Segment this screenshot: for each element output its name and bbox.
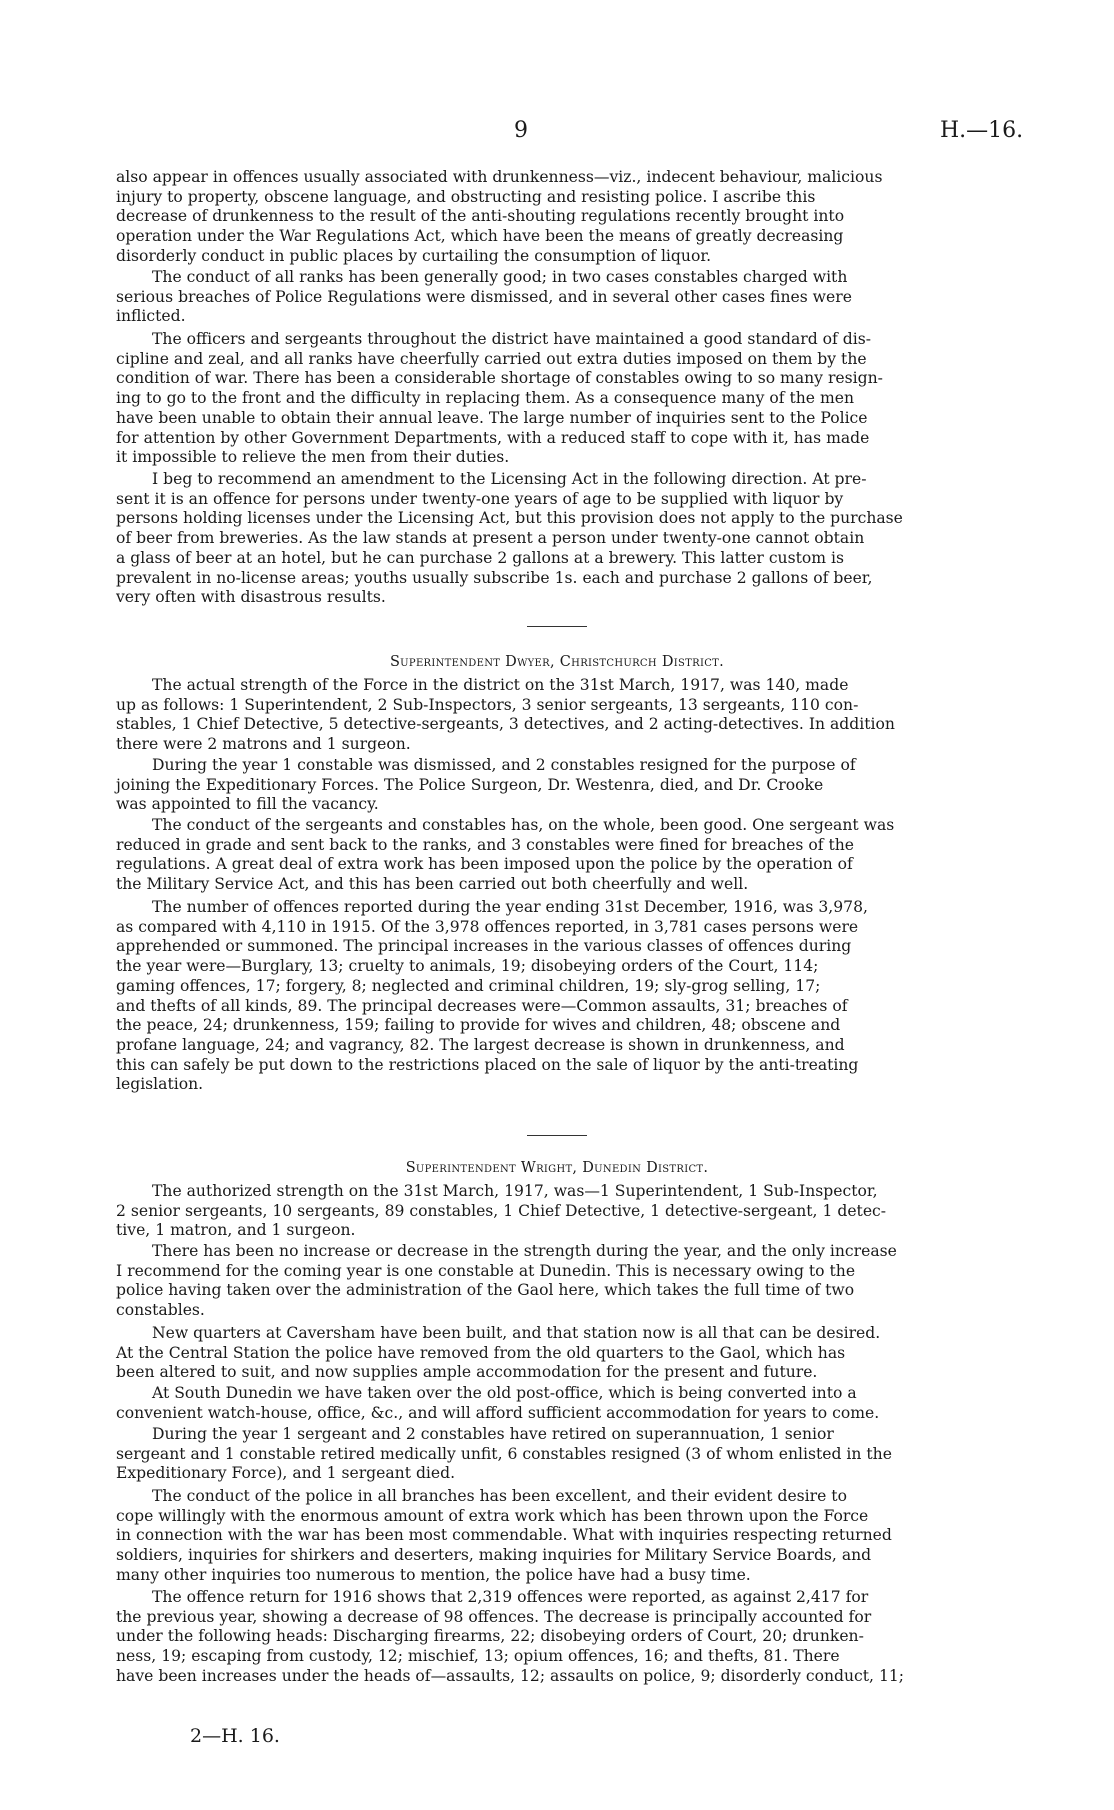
text-line: During the year 1 sergeant and 2 constables have retired on superannuation, 1 senior (152, 1425, 834, 1443)
text-line: and thefts of all kinds, 89. The principal decreases were—Common assaults, 31; breaches of (116, 996, 848, 1015)
text-line: stables, 1 Chief Detective, 5 detective-sergeants, 3 detectives, and 2 acting-detectives. In addition (116, 715, 895, 734)
text-line: up as follows: 1 Superintendent, 2 Sub-Inspectors, 3 senior sergeants, 13 sergeants, 110 con- (116, 695, 859, 714)
text-line: have been unable to obtain their annual leave. The large number of inquiries sent to the Police (116, 408, 868, 427)
text-line: the Military Service Act, and this has been carried out both cheerfully and well. (116, 875, 749, 894)
text-line: New quarters at Caversham have been built, and that station now is all that can be desired. (152, 1324, 881, 1342)
text-line: a glass of beer at an hotel, but he can purchase 2 gallons at a brewery. This latter custom is (116, 548, 844, 567)
text-line: profane language, 24; and vagrancy, 82. The largest decrease is shown in drunkenness, and (116, 1035, 845, 1054)
text-line: The authorized strength on the 31st March, 1917, was—1 Superintendent, 1 Sub-Inspector, (152, 1182, 878, 1200)
section-heading-dunedin: Superintendent Wright, Dunedin District. (405, 1160, 709, 1176)
text-line: been altered to suit, and now supplies ample accommodation for the present and future. (116, 1363, 818, 1382)
text-line: convenient watch-house, office, &c., and will afford sufficient accommodation for years to come. (116, 1403, 880, 1422)
text-line: injury to property, obscene language, and obstructing and resisting police. I ascribe this (116, 187, 816, 206)
text-line: persons holding licenses under the Licensing Act, but this provision does not apply to the purchase (116, 509, 903, 528)
text-line: The actual strength of the Force in the district on the 31st March, 1917, was 140, made (152, 676, 849, 694)
text-line: I recommend for the coming year is one constable at Dunedin. This is necessary owing to the (116, 1261, 856, 1280)
text-line: very often with disastrous results. (116, 588, 386, 607)
text-line: The officers and sergeants throughout the district have maintained a good standard of dis- (152, 330, 872, 348)
paragraph-5 (116, 676, 996, 755)
text-line: soldiers, inquiries for shirkers and deserters, making inquiries for Military Service Boards, and (116, 1546, 872, 1565)
paragraph-6 (116, 756, 996, 815)
text-line: sent it is an offence for persons under twenty-one years of age to be supplied with liquor by (116, 489, 844, 508)
text-line: ness, 19; escaping from custody, 12; mischief, 13; opium offences, 16; and thefts, 81. There (116, 1647, 840, 1666)
text-line: reduced in grade and sent back to the ranks, and 3 constables were fined for breaches of the (116, 835, 854, 854)
text-line: many other inquiries too numerous to mention, the police have had a busy time. (116, 1565, 751, 1584)
text-line: condition of war. There has been a considerable shortage of constables owing to so many resign- (116, 369, 883, 388)
paragraph-9 (116, 1182, 996, 1241)
text-line: was appointed to fill the vacancy. (116, 795, 379, 814)
text-line: ing to go to the front and the difficulty in replacing them. As a consequence many of the men (116, 389, 855, 408)
text-line: this can safely be put down to the restrictions placed on the sale of liquor by the anti-treating (116, 1055, 859, 1074)
text-line: The number of offences reported during the year ending 31st December, 1916, was 3,978, (152, 898, 868, 916)
text-line: for attention by other Government Departments, with a reduced staff to cope with it, has made (116, 428, 870, 447)
paragraph-12 (116, 1384, 996, 1423)
text-line: it impossible to relieve the men from their duties. (116, 448, 510, 467)
text-line: police having taken over the administration of the Gaol here, which takes the full time of two (116, 1281, 855, 1300)
text-line: the peace, 24; drunkenness, 159; failing to provide for wives and children, 48; obscene and (116, 1016, 841, 1035)
paragraph-14 (116, 1487, 996, 1586)
text-line: During the year 1 constable was dismissed, and 2 constables resigned for the purpose of (152, 756, 856, 774)
signature-mark: 2—H. 16. (190, 1725, 280, 1747)
text-line: in connection with the war has been most commendable. What with inquiries respecting returned (116, 1526, 892, 1545)
text-line: At the Central Station the police have removed from the old quarters to the Gaol, which has (116, 1343, 846, 1362)
text-line: inflicted. (116, 307, 186, 326)
text-line: the year were—Burglary, 13; cruelty to animals, 19; disobeying orders of the Court, 114; (116, 957, 819, 976)
text-line: the previous year, showing a decrease of 98 offences. The decrease is principally accounted for (116, 1607, 872, 1626)
text-line: cope willingly with the enormous amount of extra work which has been thrown upon the Force (116, 1506, 869, 1525)
text-line: apprehended or summoned. The principal increases in the various classes of offences during (116, 937, 852, 956)
paragraph-2 (116, 268, 996, 327)
text-line: Expeditionary Force), and 1 sergeant died. (116, 1464, 456, 1483)
text-line: The conduct of all ranks has been generally good; in two cases constables charged with (152, 268, 848, 286)
section-divider (527, 626, 587, 627)
text-line: have been increases under the heads of—assaults, 12; assaults on police, 9; disorderly conduct, 11; (116, 1666, 905, 1685)
text-line: The conduct of the police in all branches has been excellent, and their evident desire to (152, 1487, 847, 1505)
paragraph-15 (116, 1588, 996, 1687)
text-line: The conduct of the sergeants and constables has, on the whole, been good. One sergeant was (152, 816, 895, 834)
paragraph-1 (116, 168, 996, 267)
text-line: joining the Expeditionary Forces. The Police Surgeon, Dr. Westenra, died, and Dr. Crooke (116, 775, 824, 794)
text-line: tive, 1 matron, and 1 surgeon. (116, 1221, 356, 1240)
section-heading-christchurch: Superintendent Dwyer, Christchurch District. (389, 654, 725, 670)
text-line: The offence return for 1916 shows that 2,319 offences were reported, as against 2,417 for (152, 1588, 869, 1606)
text-line: I beg to recommend an amendment to the Licensing Act in the following direction. At pre- (152, 470, 867, 488)
section-divider (527, 1135, 587, 1136)
text-line: 2 senior sergeants, 10 sergeants, 89 constables, 1 Chief Detective, 1 detective-sergeant, 1 detec- (116, 1201, 887, 1220)
paragraph-7 (116, 816, 996, 895)
text-line: disorderly conduct in public places by curtailing the consumption of liquor. (116, 246, 712, 265)
text-line: decrease of drunkenness to the result of the anti-shouting regulations recently brought into (116, 207, 845, 226)
paragraph-4 (116, 470, 996, 608)
paragraph-13 (116, 1425, 996, 1484)
text-line: cipline and zeal, and all ranks have cheerfully carried out extra duties imposed on them by the (116, 349, 867, 368)
text-line: legislation. (116, 1075, 204, 1094)
paragraph-11 (116, 1324, 996, 1383)
text-line: of beer from breweries. As the law stands at present a person under twenty-one cannot obtain (116, 529, 865, 548)
paragraph-3 (116, 330, 996, 468)
text-line: also appear in offences usually associated with drunkenness—viz., indecent behaviour, malicious (116, 168, 883, 186)
text-line: there were 2 matrons and 1 surgeon. (116, 735, 411, 754)
text-line: as compared with 4,110 in 1915. Of the 3,978 offences reported, in 3,781 cases persons were (116, 917, 859, 936)
page-number: 9 (514, 118, 528, 143)
text-line: sergeant and 1 constable retired medically unfit, 6 constables resigned (3 of whom enlisted in the (116, 1444, 892, 1463)
text-line: regulations. A great deal of extra work has been imposed upon the police by the operation of (116, 855, 853, 874)
text-line: prevalent in no-license areas; youths usually subscribe 1s. each and purchase 2 gallons of beer, (116, 568, 873, 587)
text-line: At South Dunedin we have taken over the old post-office, which is being converted into a (152, 1384, 857, 1402)
text-line: under the following heads: Discharging firearms, 22; disobeying orders of Court, 20; drunken- (116, 1627, 864, 1646)
text-line: operation under the War Regulations Act, which have been the means of greatly decreasing (116, 227, 844, 246)
text-line: constables. (116, 1301, 205, 1320)
paragraph-8 (116, 898, 996, 1095)
paragraph-10 (116, 1242, 996, 1321)
text-line: serious breaches of Police Regulations were dismissed, and in several other cases fines were (116, 287, 852, 306)
text-line: gaming offences, 17; forgery, 8; neglected and criminal children, 19; sly-grog selling, 17; (116, 976, 821, 995)
text-line: There has been no increase or decrease in the strength during the year, and the only increase (152, 1242, 897, 1260)
document-code: H.—16. (940, 118, 1024, 143)
